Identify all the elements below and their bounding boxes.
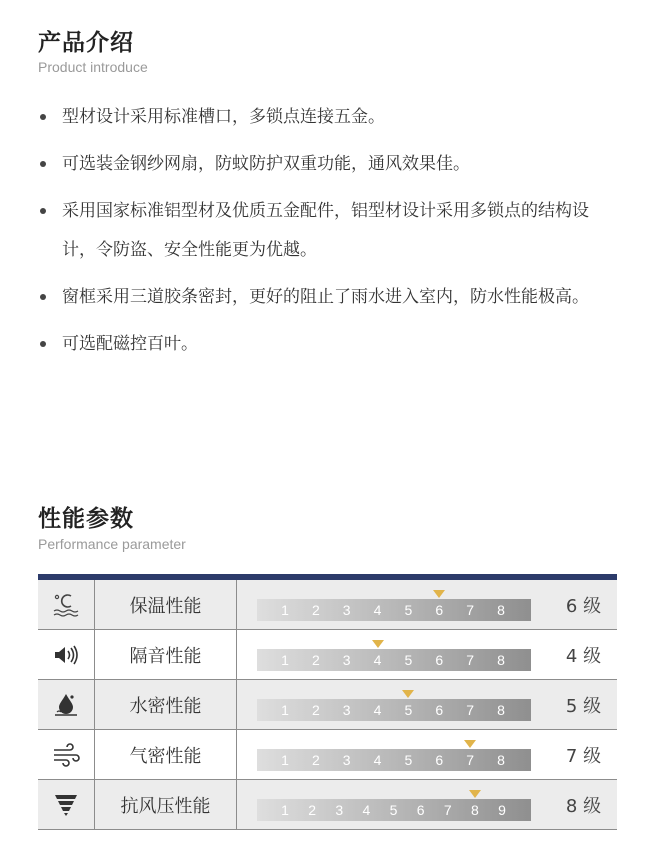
wind-icon	[38, 730, 95, 779]
scale-tick: 5	[404, 702, 413, 718]
performance-level: 5 级	[565, 695, 602, 717]
performance-row	[38, 680, 617, 730]
thermometer-celsius-icon	[38, 580, 95, 629]
intro-title: 产品介绍	[38, 30, 134, 56]
scale-tick: 3	[342, 602, 351, 618]
rating-scale-bar	[257, 649, 531, 671]
scale-tick: 7	[466, 602, 475, 618]
scale-tick: 5	[404, 752, 413, 768]
scale-tick: 4	[373, 752, 382, 768]
scale-tick: 3	[342, 652, 351, 668]
performance-row	[38, 780, 617, 830]
scale-tick: 7	[466, 702, 475, 718]
scale-tick: 4	[362, 802, 371, 818]
feature-item: 窗框采用三道胶条密封，更好的阻止了雨水进入室内，防水性能极高。	[38, 278, 618, 317]
scale-tick: 4	[373, 652, 382, 668]
scale-tick: 1	[281, 702, 289, 718]
level-marker-icon	[372, 640, 384, 648]
scale-tick: 6	[435, 702, 444, 718]
intro-subtitle: Product introduce	[38, 59, 148, 75]
scale-tick: 5	[404, 602, 413, 618]
performance-level: 8 级	[565, 795, 602, 817]
scale-tick: 2	[311, 752, 320, 768]
scale-tick: 7	[466, 652, 475, 668]
scale-tick: 1	[281, 602, 289, 618]
scale-tick: 5	[404, 652, 413, 668]
level-marker-icon	[464, 740, 476, 748]
rating-scale-bar	[257, 799, 531, 821]
rating-scale-bar	[257, 699, 531, 721]
performance-row	[38, 730, 617, 780]
performance-row	[38, 580, 617, 630]
scale-tick: 8	[497, 652, 505, 668]
performance-level: 6 级	[565, 595, 602, 617]
scale-tick: 1	[281, 752, 289, 768]
scale-tick: 6	[435, 752, 444, 768]
speaker-sound-icon	[38, 630, 95, 679]
performance-name: 抗风压性能	[95, 780, 237, 829]
feature-item: 可选装金钢纱网扇，防蚊防护双重功能，通风效果佳。	[38, 145, 618, 184]
scale-tick: 6	[435, 602, 444, 618]
scale-tick: 4	[373, 702, 382, 718]
level-marker-icon	[433, 590, 445, 598]
scale-tick: 1	[281, 652, 289, 668]
scale-tick: 2	[311, 602, 320, 618]
performance-name: 保温性能	[95, 580, 237, 629]
level-marker-icon	[402, 690, 414, 698]
scale-tick: 3	[342, 752, 351, 768]
scale-tick: 8	[497, 602, 505, 618]
scale-tick: 7	[466, 752, 475, 768]
performance-name: 水密性能	[95, 680, 237, 729]
scale-tick: 4	[373, 602, 382, 618]
scale-tick: 8	[470, 802, 479, 818]
water-drop-icon	[38, 680, 95, 729]
scale-tick: 8	[497, 752, 505, 768]
feature-item: 采用国家标准铝型材及优质五金配件，铝型材设计采用多锁点的结构设计，令防盗、安全性能更为优越。	[38, 192, 618, 270]
scale-tick: 3	[342, 702, 351, 718]
feature-list	[38, 98, 618, 364]
performance-level: 4 级	[565, 645, 602, 667]
scale-tick: 6	[435, 652, 444, 668]
scale-tick: 5	[389, 802, 398, 818]
scale-tick: 2	[311, 652, 320, 668]
performance-title: 性能参数	[38, 506, 134, 532]
scale-tick: 3	[335, 802, 344, 818]
level-marker-icon	[469, 790, 481, 798]
scale-tick: 6	[416, 802, 425, 818]
scale-tick: 2	[311, 702, 320, 718]
scale-tick: 9	[498, 802, 506, 818]
feature-item: 可选配磁控百叶。	[38, 325, 618, 364]
performance-row	[38, 630, 617, 680]
rating-scale-bar	[257, 749, 531, 771]
scale-tick: 1	[281, 802, 289, 818]
scale-tick: 8	[497, 702, 505, 718]
performance-name: 隔音性能	[95, 630, 237, 679]
performance-name: 气密性能	[95, 730, 237, 779]
performance-level: 7 级	[565, 745, 602, 767]
performance-subtitle: Performance parameter	[38, 536, 186, 552]
scale-tick: 2	[308, 802, 317, 818]
scale-tick: 7	[443, 802, 452, 818]
performance-table	[38, 574, 617, 830]
rating-scale-bar	[257, 599, 531, 621]
feature-item: 型材设计采用标准槽口，多锁点连接五金。	[38, 98, 618, 137]
tornado-icon	[38, 780, 95, 829]
